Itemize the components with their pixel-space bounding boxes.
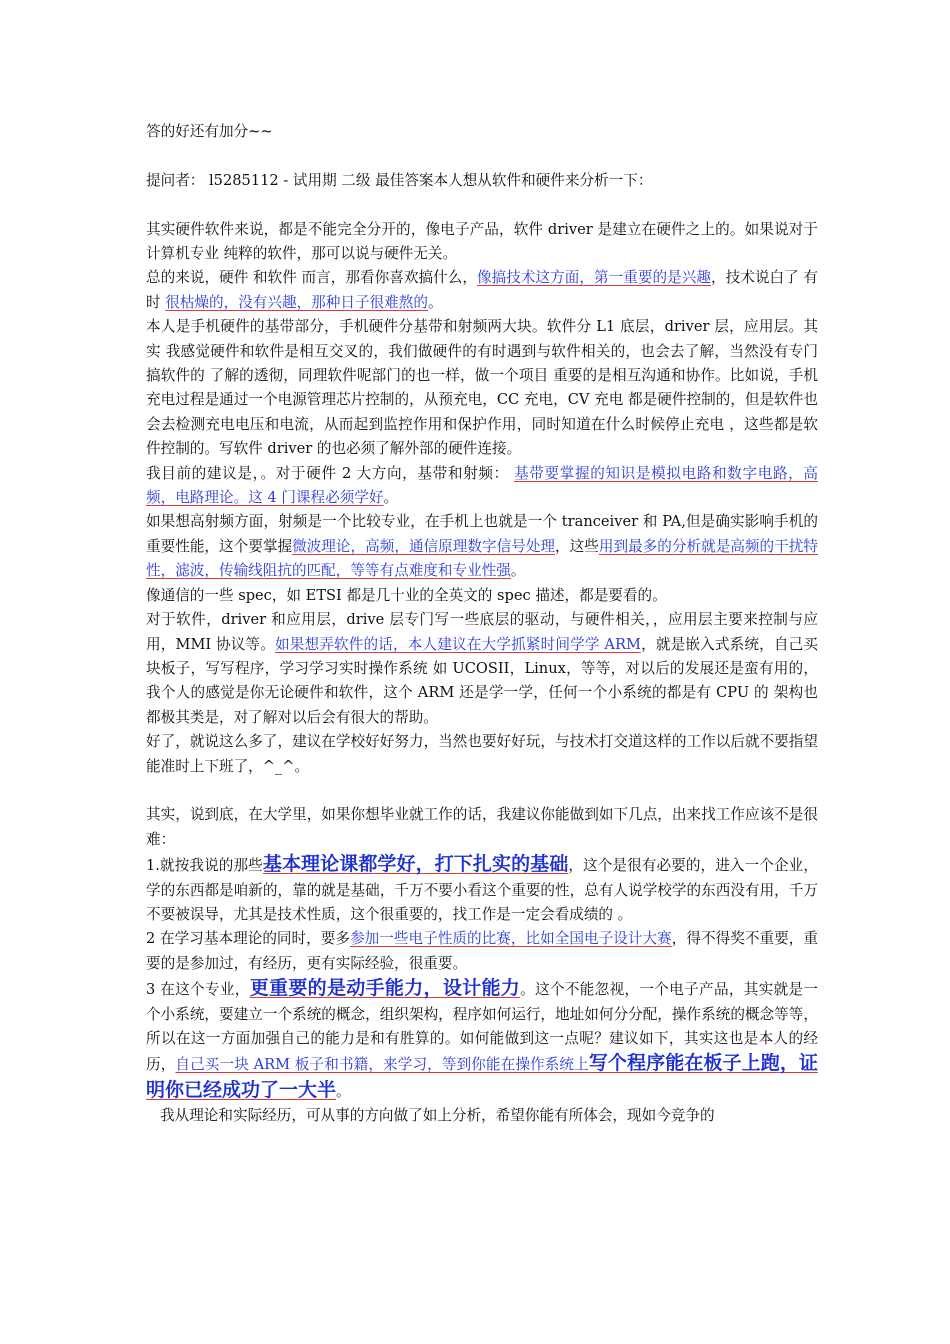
highlight-rf-theory: 微波理论，高频，通信原理数字信号处理: [292, 537, 556, 555]
paragraph-5: 如果想高射频方面，射频是一个比较专业，在手机上也就是一个 tranceiver 和 PA,但是确实影响手机的重要性能，这个要掌握微波理论，高频，通信原理数字信号处理，这些用到最多的分析就是高频的干扰特性，滤波，传输线阻抗的匹配，等等有点难度和专业性强。: [146, 513, 818, 580]
paragraph-9: 其实，说到底，在大学里，如果你想毕业就工作的话，我建议你能做到如下几点，出来找工作应该不是很难：: [146, 806, 818, 848]
paragraph-6: 像通信的一些 spec，如 ETSI 都是几十业的全英文的 spec 描述，都是要看的。: [146, 586, 667, 604]
paragraph-4: 我目前的建议是，。对于硬件 2 大方向，基带和射频： 基带要掌握的知识是模拟电路和数字电路，高频，电路理论。这 4 门课程必须学好。: [146, 464, 818, 507]
spacer: [146, 779, 818, 803]
paragraph-7: 对于软件，driver 和应用层，drive 层专门写一些底层的驱动，与硬件相关，，应用层主要来控制与应用，MMI 协议等。如果想弄软件的话，本人建议在大学抓紧时间学学 ARM，就是嵌入式系统，自己买块板子，写写程序，学习学习实时操作系统 如 UCOSII，Linux，等等，对以后的发展还是蛮有用的，我个人的感觉是你无论硬件和软件，这个 ARM 还是学一学，任何一个小系统的都是有 CPU 的 架构也都极其类是，对了解对以后会有很大的帮助。: [146, 611, 818, 726]
paragraph-11: 2 在学习基本理论的同时，要多参加一些电子性质的比赛，比如全国电子设计大赛，得不得奖不重要，重要的是参加过，有经历，更有实际经验，很重要。: [146, 930, 818, 972]
spacer: [146, 193, 818, 217]
highlight-competition: 参加一些电子性质的比赛，比如全国电子设计大赛: [350, 930, 672, 948]
highlight-success: 写个程序能在板子上跑，证明你已经成功了一大半: [146, 1052, 818, 1101]
highlight-arm: 如果想弄软件的话，本人建议在大学抓紧时间学学 ARM: [275, 635, 641, 653]
paragraph-10: 1.就按我说的那些基本理论课都学好，打下扎实的基础，这个是很有必要的，进入一个企业，学的东西都是咱新的，靠的就是基础，千万不要小看这个重要的性，总有人说学校学的东西没有用，千万不要被误导，尤其是技术性质，这个很重要的，找工作是一定会看成绩的 。: [146, 853, 818, 923]
paragraph-13: 我从理论和实际经历，可从事的方向做了如上分析，希望你能有所体会，现如今竞争的: [160, 1107, 715, 1125]
highlight-basic-theory: 基本理论课都学好，打下扎实的基础: [262, 853, 569, 876]
highlight-boring: 很枯燥的，没有兴趣，那种日子很难熬的: [165, 293, 428, 311]
paragraph-8: 好了，就说这么多了，建议在学校好好努力，当然也要好好玩，与技术打交道这样的工作以后就不要指望能准时上下班了，^_^。: [146, 733, 818, 775]
asker-line: 提问者： l5285112 - 试用期 二级 最佳答案本人想从软件和硬件来分析一下：: [146, 171, 653, 189]
highlight-baseband: 基带要掌握的知识是模拟电路和数字电路，高频，电路理论。这 4 门课程必须学好: [146, 464, 818, 507]
paragraph-1: 其实硬件软件来说，都是不能完全分开的，像电子产品，软件 driver 是建立在硬件之上的。如果说对于计算机专业 纯粹的软件，那可以说与硬件无关。: [146, 220, 818, 262]
highlight-hands-on: 更重要的是动手能力，设计能力: [249, 977, 521, 1000]
paragraph-2: 总的来说，硬件 和软件 而言，那看你喜欢搞什么，像搞技术这方面，第一重要的是兴趣，技术说白了 有时 很枯燥的，没有兴趣，那种日子很难熬的。: [146, 269, 818, 311]
highlight-buy-board: 自己买一块 ARM 板子和书籍，来学习，等到你能在操作系统上: [175, 1056, 589, 1074]
spacer: [146, 144, 818, 168]
highlight-rf-analysis: 用到最多的分析就是高频的干扰特性，滤波，传输线阻抗的匹配，等等有点难度和专业性强: [146, 537, 818, 580]
intro-line: 答的好还有加分~~: [146, 123, 273, 140]
highlight-interest: 像搞技术这方面，第一重要的是兴趣: [477, 269, 711, 287]
paragraph-12: 3 在这个专业，更重要的是动手能力，设计能力。这个不能忽视，一个电子产品，其实就是一个小系统，要建立一个系统的概念，组织架构，程序如何运行，地址如何分分配，操作系统的概念等等，所以在这一方面加强自己的能力是和有胜算的。如何能做到这一点呢？建议如下，其实这也是本人的经历，自己买一块 ARM 板子和书籍，来学习，等到你能在操作系统上写个程序能在板子上跑，证明你已经成功了一大半。: [146, 977, 818, 1101]
document-body: [146, 120, 818, 1129]
paragraph-3: 本人是手机硬件的基带部分，手机硬件分基带和射频两大块。软件分 L1 底层，driver 层，应用层。其实 我感觉硬件和软件是相互交叉的，我们做硬件的有时遇到与软件相关的，也会去了解，当然没有专门搞软件的 了解的透彻，同理软件呢部门的也一样，做一个项目 重要的是相互沟通和协作。比如说，手机充电过程是通过一个电源管理芯片控制的，从预充电，CC 充电，CV 充电 都是硬件控制的，但是软件也会去检测充电电压和电流，从而起到监控作用和保护作用，同时知道在什么时候停止充电 ，这些都是软件控制的。写软件 driver 的也必须了解外部的硬件连接。: [146, 318, 818, 458]
